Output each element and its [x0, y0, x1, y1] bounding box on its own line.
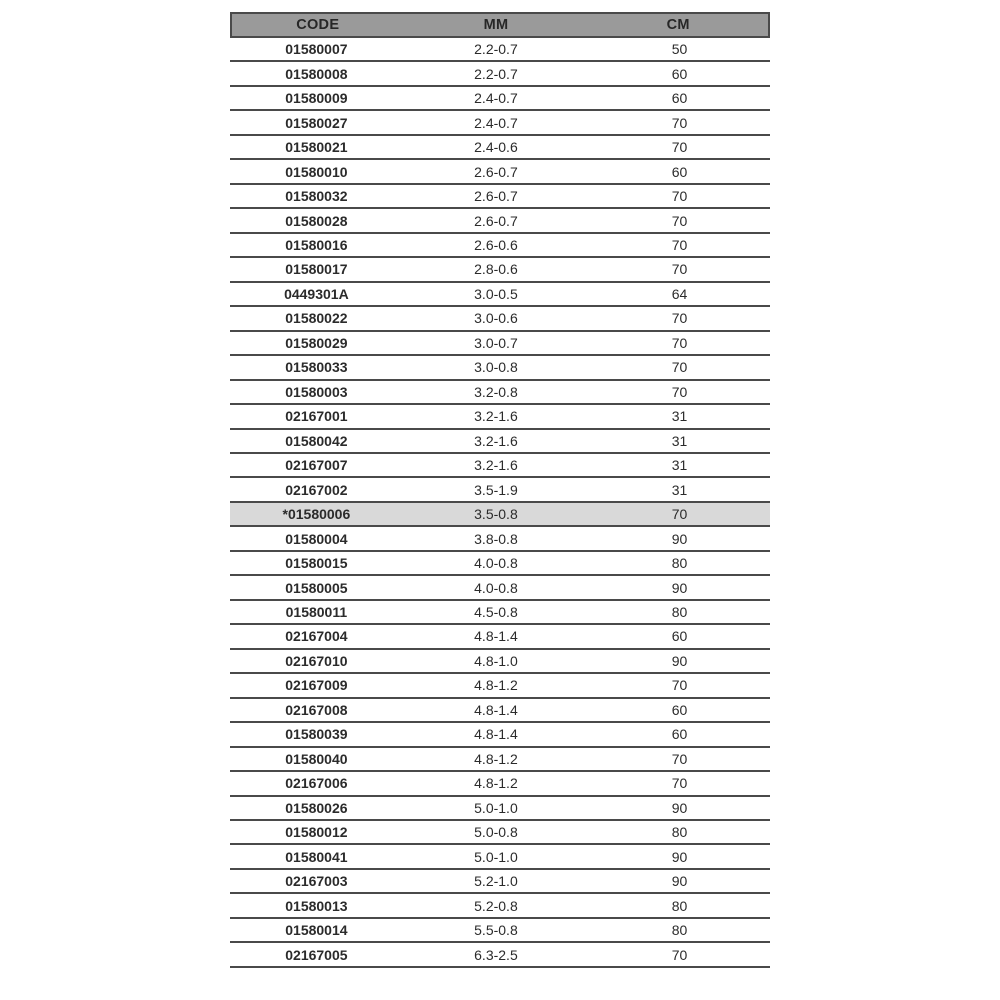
- cell-code: 01580017: [285, 261, 348, 278]
- cell-code: 01580021: [285, 139, 348, 156]
- table-row: [230, 160, 770, 184]
- column-header-code: CODE: [296, 17, 340, 33]
- cell-mm: 4.8-1.4: [474, 726, 518, 743]
- cell-cm: 60: [671, 65, 688, 82]
- cell-mm: 2.4-0.6: [474, 139, 518, 156]
- cell-cm: 60: [671, 628, 688, 645]
- table-row: [230, 405, 770, 429]
- cell-code: 01580011: [285, 604, 348, 621]
- cell-code: 01580013: [285, 897, 348, 914]
- cell-cm: 50: [671, 41, 688, 58]
- cell-mm: 2.6-0.7: [474, 163, 518, 180]
- cell-cm: 80: [671, 555, 688, 572]
- cell-cm: 70: [671, 359, 688, 376]
- cell-code: 01580012: [285, 824, 348, 841]
- cell-code: 02167009: [285, 677, 348, 694]
- table-row: [230, 234, 770, 258]
- table-row: [230, 111, 770, 135]
- table-row: [230, 845, 770, 869]
- table-row: [230, 772, 770, 796]
- cell-mm: 2.6-0.7: [474, 188, 518, 205]
- cell-code: 01580041: [285, 848, 348, 865]
- table-row: [230, 674, 770, 698]
- cell-cm: 90: [671, 873, 688, 890]
- cell-code: 01580010: [285, 163, 348, 180]
- cell-mm: 2.2-0.7: [474, 65, 518, 82]
- cell-cm: 31: [671, 457, 688, 474]
- cell-cm: 80: [671, 897, 688, 914]
- table-row: [230, 478, 770, 502]
- cell-mm: 3.2-1.6: [474, 432, 518, 449]
- cell-code: 01580039: [285, 726, 348, 743]
- cell-cm: 70: [671, 946, 688, 963]
- cell-code: 02167006: [285, 775, 348, 792]
- cell-cm: 90: [671, 652, 688, 669]
- cell-code: 01580040: [285, 750, 348, 767]
- cell-code: 01580032: [285, 188, 348, 205]
- table-row: [230, 209, 770, 233]
- cell-cm: 70: [671, 383, 688, 400]
- cell-mm: 3.0-0.6: [474, 310, 518, 327]
- cell-cm: 70: [671, 261, 688, 278]
- cell-mm: 3.5-1.9: [474, 481, 518, 498]
- table-row: [230, 650, 770, 674]
- cell-code: 01580022: [285, 310, 348, 327]
- table-row: [230, 527, 770, 551]
- cell-mm: 3.5-0.8: [474, 506, 518, 523]
- table-row: [230, 185, 770, 209]
- cell-code: 0449301A: [284, 285, 349, 302]
- cell-cm: 31: [671, 481, 688, 498]
- cell-mm: 4.8-1.4: [474, 628, 518, 645]
- cell-code: 02167005: [285, 946, 348, 963]
- cell-cm: 70: [671, 750, 688, 767]
- cell-cm: 90: [671, 848, 688, 865]
- table-row: [230, 454, 770, 478]
- table-row: [230, 38, 770, 62]
- cell-mm: 5.5-0.8: [474, 922, 518, 939]
- cell-code: 02167003: [285, 873, 348, 890]
- cell-mm: 2.6-0.6: [474, 236, 518, 253]
- cell-code: 01580015: [285, 555, 348, 572]
- cell-mm: 4.8-1.2: [474, 750, 518, 767]
- cell-mm: 2.4-0.7: [474, 90, 518, 107]
- cell-mm: 4.5-0.8: [474, 604, 518, 621]
- cell-cm: 31: [671, 432, 688, 449]
- table-row: [230, 87, 770, 111]
- cell-mm: 3.0-0.5: [474, 285, 518, 302]
- cell-mm: 2.8-0.6: [474, 261, 518, 278]
- cell-mm: 4.8-1.4: [474, 701, 518, 718]
- cell-mm: 5.2-0.8: [474, 897, 518, 914]
- table-row: [230, 723, 770, 747]
- cell-cm: 90: [671, 799, 688, 816]
- cell-code: 01580004: [285, 530, 348, 547]
- cell-code: 02167004: [285, 628, 348, 645]
- cell-code: 01580014: [285, 922, 348, 939]
- cell-cm: 70: [671, 334, 688, 351]
- table-row: [230, 136, 770, 160]
- cell-cm: 70: [671, 188, 688, 205]
- cell-cm: 90: [671, 530, 688, 547]
- cell-cm: 64: [671, 285, 688, 302]
- cell-code: 01580003: [285, 383, 348, 400]
- cell-cm: 70: [671, 236, 688, 253]
- table-row: [230, 894, 770, 918]
- cell-mm: 3.2-1.6: [474, 457, 518, 474]
- table-row: [230, 625, 770, 649]
- table-row: [230, 381, 770, 405]
- cell-code: 01580005: [285, 579, 348, 596]
- cell-code: 02167008: [285, 701, 348, 718]
- cell-code: 02167001: [285, 408, 348, 425]
- cell-code: 01580029: [285, 334, 348, 351]
- table-row: [230, 283, 770, 307]
- cell-mm: 3.0-0.8: [474, 359, 518, 376]
- table-row: [230, 821, 770, 845]
- cell-code: 02167002: [285, 481, 348, 498]
- cell-code: 01580007: [285, 41, 348, 58]
- cell-code: 02167007: [285, 457, 348, 474]
- column-header-mm: MM: [483, 17, 509, 33]
- cell-cm: 60: [671, 90, 688, 107]
- cell-cm: 70: [671, 310, 688, 327]
- table-row: [230, 699, 770, 723]
- cell-mm: 4.8-1.2: [474, 775, 518, 792]
- size-table: [230, 12, 770, 968]
- cell-mm: 6.3-2.5: [474, 946, 518, 963]
- cell-cm: 70: [671, 775, 688, 792]
- cell-cm: 31: [671, 408, 688, 425]
- cell-cm: 70: [671, 677, 688, 694]
- table-row: [230, 307, 770, 331]
- cell-cm: 80: [671, 604, 688, 621]
- cell-mm: 4.8-1.2: [474, 677, 518, 694]
- cell-code: 01580028: [285, 212, 348, 229]
- cell-code: 01580042: [285, 432, 348, 449]
- cell-mm: 2.2-0.7: [474, 41, 518, 58]
- table-row: [230, 356, 770, 380]
- cell-mm: 4.8-1.0: [474, 652, 518, 669]
- cell-code: 02167010: [285, 652, 348, 669]
- cell-mm: 3.2-0.8: [474, 383, 518, 400]
- cell-cm: 80: [671, 824, 688, 841]
- table-body: [230, 38, 770, 968]
- table-header: [230, 12, 770, 38]
- cell-mm: 5.0-1.0: [474, 799, 518, 816]
- cell-mm: 5.2-1.0: [474, 873, 518, 890]
- table-row: [230, 748, 770, 772]
- cell-mm: 3.2-1.6: [474, 408, 518, 425]
- cell-mm: 5.0-1.0: [474, 848, 518, 865]
- cell-code: 01580009: [285, 90, 348, 107]
- cell-mm: 3.0-0.7: [474, 334, 518, 351]
- cell-cm: 80: [671, 922, 688, 939]
- table-row: [230, 943, 770, 967]
- cell-cm: 70: [671, 212, 688, 229]
- table-row: [230, 601, 770, 625]
- cell-cm: 70: [671, 114, 688, 131]
- cell-code: 01580027: [285, 114, 348, 131]
- cell-cm: 60: [671, 163, 688, 180]
- cell-code: 01580026: [285, 799, 348, 816]
- table-row: [230, 552, 770, 576]
- column-header-cm: CM: [666, 17, 690, 33]
- cell-mm: 2.6-0.7: [474, 212, 518, 229]
- cell-cm: 60: [671, 726, 688, 743]
- cell-cm: 60: [671, 701, 688, 718]
- table-row: [230, 919, 770, 943]
- table-row: [230, 503, 770, 527]
- table-row: [230, 797, 770, 821]
- table-row: [230, 576, 770, 600]
- cell-mm: 4.0-0.8: [474, 579, 518, 596]
- cell-code: 01580033: [285, 359, 348, 376]
- cell-mm: 4.0-0.8: [474, 555, 518, 572]
- cell-code: 01580008: [285, 65, 348, 82]
- cell-mm: 3.8-0.8: [474, 530, 518, 547]
- table-row: [230, 870, 770, 894]
- table-row: [230, 258, 770, 282]
- cell-cm: 70: [671, 506, 688, 523]
- cell-mm: 2.4-0.7: [474, 114, 518, 131]
- cell-cm: 70: [671, 139, 688, 156]
- table-row: [230, 430, 770, 454]
- table-row: [230, 332, 770, 356]
- cell-code: *01580006: [282, 506, 351, 523]
- cell-code: 01580016: [285, 236, 348, 253]
- table-row: [230, 62, 770, 86]
- cell-cm: 90: [671, 579, 688, 596]
- cell-mm: 5.0-0.8: [474, 824, 518, 841]
